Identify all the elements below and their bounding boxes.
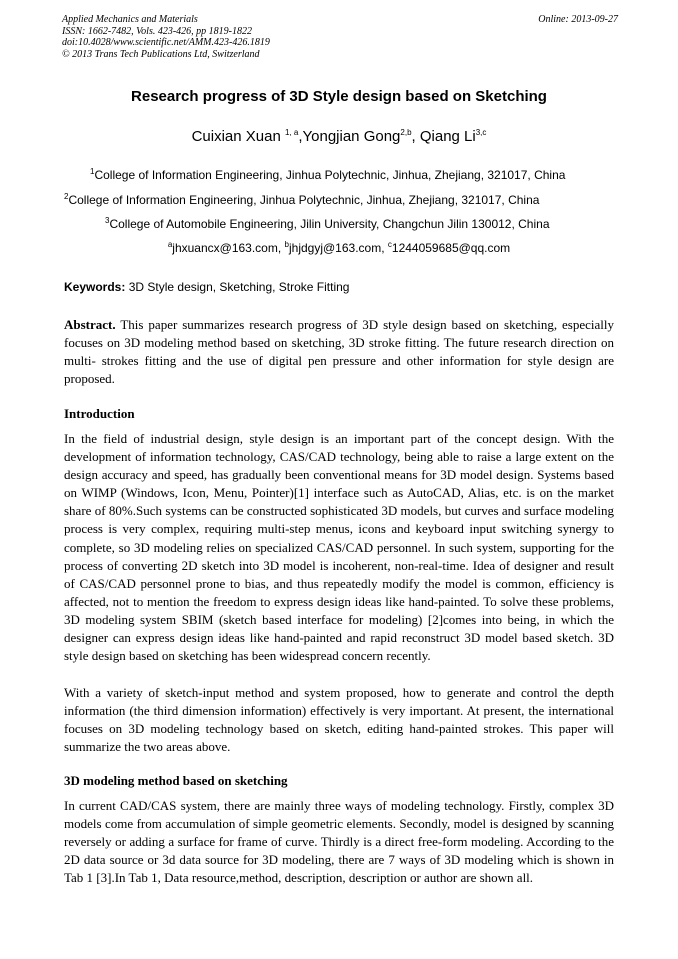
affiliation-superscript: 1 <box>90 167 95 176</box>
author-superscript: 3,c <box>475 128 487 137</box>
affiliation-1 <box>90 168 565 182</box>
author-name: Qiang Li <box>419 128 476 145</box>
keywords-label: Keywords: <box>64 280 126 294</box>
affiliation-3 <box>105 217 550 231</box>
issn-line: ISSN: 1662-7482, Vols. 423-426, pp 1819-1822 <box>62 25 252 37</box>
keywords-text: 3D Style design, Sketching, Stroke Fitting <box>128 280 350 294</box>
author-name: Cuixian Xuan <box>191 128 281 145</box>
affiliation-superscript: 2 <box>64 192 69 201</box>
copyright-line: © 2013 Trans Tech Publications Ltd, Switzerland <box>62 48 260 60</box>
journal-header <box>62 14 618 60</box>
author-superscript: 2,b <box>400 128 412 137</box>
affiliation-2 <box>64 193 539 207</box>
body-paragraph: In the field of industrial design, style design is an important part of the concept design. With the development of information technology, CAS/CAD technology, being able to raise a large extent on the design accuracy and speed, has gradually been conventional means for 3D model design. Systems based on WIMP (Windows, Icon, Menu, Pointer)[1] interface such as AutoCAD, Alias, etc. is on the market share of 80%.Such systems can be constructed sophisticated 3D models, but curves and surface modeling process is very complex, requiring multi-step menus, icons and keyboard input switching synergy to complete, so 3D modeling relies on specialized CAS/CAD personnel. In such system, supporting for the process of converting 2D sketch into 3D model is incoherent, non-real-time. Idea of designer and result of CAS/CAD personnel prone to bias, and thus repeatedly modify the model is common, efficiency is affected, not to mention the freedom to express design ideas like hand-painted. To solve these problems, 3D modeling system SBIM (sketch based interface for modeling) [2]comes into being, in which the designer can express design ideas like hand-painted and rapid reconstruct 3D model based sketch. 3D style design based on sketching has been widespread concern recently. <box>64 431 614 664</box>
email-address[interactable]: jhxuancx@163.com, <box>172 241 282 255</box>
affiliation-superscript: 3 <box>105 216 110 225</box>
email-superscript: a <box>167 240 173 249</box>
section-heading-introduction: Introduction <box>64 406 135 421</box>
email-address[interactable]: 1244059685@qq.com <box>391 241 511 255</box>
affiliation-text: College of Information Engineering, Jinhua Polytechnic, Jinhua, Zhejiang, 321017, China <box>68 193 540 207</box>
body-paragraph: With a variety of sketch-input method and system proposed, how to generate and control the depth information (the third dimension information) effectively is very important. At present, the international focuses on 3D modeling technology based on sketch, editing hand-painted strokes. This paper will summarize the two areas above. <box>64 685 614 755</box>
keywords-line <box>64 280 349 294</box>
journal-name: Applied Mechanics and Materials <box>62 14 198 25</box>
doi-line: doi:10.4028/www.scientific.net/AMM.423-426.1819 <box>62 37 270 48</box>
author-superscript: 1, a <box>285 128 299 137</box>
section-heading-modeling: 3D modeling method based on sketching <box>64 773 288 788</box>
author-name: Yongjian Gong <box>302 128 401 145</box>
email-address[interactable]: jhjdgyj@163.com, <box>288 241 385 255</box>
affiliation-text: College of Automobile Engineering, Jilin University, Changchun Jilin 130012, China <box>109 217 550 231</box>
body-paragraph: In current CAD/CAS system, there are mainly three ways of modeling technology. Firstly, complex 3D models come from accumulation of simple geometric elements. Secondly, model is designed by scanning reversely or adding a surface for frame of curve. Thirdly is a direct free-form modeling. According to the 2D data source or 3d data source for 3D modeling, there are 7 ways of 3D modeling which is shown in Tab 1 [3].In Tab 1, Data resource,method, description, description or author are shown all. <box>64 798 614 886</box>
email-superscript: b <box>284 240 289 249</box>
affiliation-text: College of Information Engineering, Jinhua Polytechnic, Jinhua, Zhejiang, 321017, China <box>94 168 566 182</box>
paper-title: Research progress of 3D Style design based on Sketching <box>131 88 547 105</box>
online-date: Online: 2013-09-27 <box>538 14 618 25</box>
abstract-paragraph <box>64 316 614 388</box>
author-list: Cuixian Xuan $^{1, a}$,Yongjian Gong$^{2,b}$, Qiang Li$^{3,c}$ <box>191 128 487 145</box>
abstract-label: Abstract. <box>64 317 116 332</box>
email-list <box>0 241 678 255</box>
abstract-text: This paper summarizes research progress of 3D style design based on sketching, especially focuses on 3D modeling method based on sketching, 3D stroke fitting. The future research direction on multi- strokes fitting and the use of digital pen pressure and other information for style design are proposed. <box>64 317 614 387</box>
email-superscript: c <box>387 240 392 249</box>
